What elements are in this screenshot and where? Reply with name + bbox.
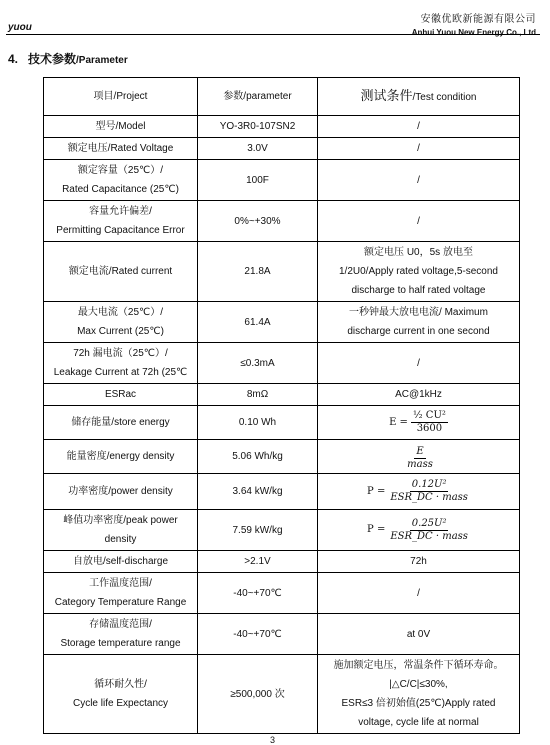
item-cell: 最大电流（25℃）/ Max Current (25℃) [44, 302, 198, 343]
item-cell: 额定电流/Rated current [44, 242, 198, 302]
value-cell: 100F [198, 160, 318, 201]
section-title-en: /Parameter [76, 55, 128, 66]
table-row [44, 655, 520, 734]
section-title-cn: 技术参数 [28, 52, 77, 66]
value-cell: ≤0.3mA [198, 343, 318, 384]
table-row [44, 242, 520, 302]
condition-cell: / [318, 573, 520, 614]
item-cell: 存储温度范围/ Storage temperature range [44, 614, 198, 655]
company-name-cn: 安徽优欧新能源有限公司 [420, 14, 536, 25]
item-cell: 型号/Model [44, 116, 198, 138]
item-cell: 能量密度/energy density [44, 440, 198, 474]
item-cell: ESRac [44, 384, 198, 406]
table-row [44, 440, 520, 474]
table-row [44, 116, 520, 138]
table-row [44, 201, 520, 242]
item-cell: 额定电压/Rated Voltage [44, 138, 198, 160]
header-parameter: 参数/parameter [198, 78, 318, 116]
condition-cell: 额定电压 U0，5s 放电至 1/2U0/Apply rated voltage,5-second discharge to half rated voltage [318, 242, 520, 302]
condition-cell: / [318, 343, 520, 384]
condition-cell: / [318, 138, 520, 160]
value-cell: 0%~+30% [198, 201, 318, 242]
formula-cell [318, 474, 520, 510]
condition-cell: AC@1kHz [318, 384, 520, 406]
condition-cell: / [318, 116, 520, 138]
energy-formula: E = $\frac{\text{¹⁄₂ CU²}}{3600}$ [389, 410, 446, 434]
company-name-en: Anhui Yuou New Energy Co., Ltd [411, 28, 536, 37]
item-cell: 储存能量/store energy [44, 406, 198, 440]
page-number: 3 [270, 735, 276, 745]
formula-cell [318, 510, 520, 551]
table-row [44, 510, 520, 551]
condition-cell: / [318, 160, 520, 201]
formula-cell [318, 406, 520, 440]
brand-logo-text: yuou [8, 22, 32, 33]
formula-cell [318, 440, 520, 474]
value-cell: ≥500,000 次 [198, 655, 318, 734]
power-density-formula: P = $\frac{\text{0.12U²}}{\text{ESR\_DC · mass}}$ [367, 479, 468, 503]
value-cell: 3.0V [198, 138, 318, 160]
condition-cell: at 0V [318, 614, 520, 655]
table-row [44, 406, 520, 440]
value-cell: 8mΩ [198, 384, 318, 406]
value-cell: YO-3R0-107SN2 [198, 116, 318, 138]
header-project: 项目/Project [44, 78, 198, 116]
table-row [44, 138, 520, 160]
item-cell: 额定容量（25℃）/ Rated Capacitance (25℃) [44, 160, 198, 201]
item-cell: 峰值功率密度/peak power density [44, 510, 198, 551]
table-header-row [44, 78, 520, 116]
value-cell: 5.06 Wh/kg [198, 440, 318, 474]
value-cell: 0.10 Wh [198, 406, 318, 440]
table-row [44, 573, 520, 614]
table-row [44, 384, 520, 406]
value-cell: 7.59 kW/kg [198, 510, 318, 551]
section-title [8, 50, 128, 67]
item-cell: 容量允许偏差/ Permitting Capacitance Error [44, 201, 198, 242]
table-row [44, 302, 520, 343]
condition-cell: 施加额定电压，常温条件下循环寿命。 |△C/C|≤30%, ESR≤3 倍初始值(25℃)Apply rated voltage, cycle life at normal [318, 655, 520, 734]
condition-cell: / [318, 201, 520, 242]
table-row [44, 474, 520, 510]
item-cell: 功率密度/power density [44, 474, 198, 510]
peak-power-density-formula: P = $\frac{\text{0.25U²}}{\text{ESR\_DC · mass}}$ [367, 517, 468, 542]
value-cell: 21.8A [198, 242, 318, 302]
value-cell: -40~+70℃ [198, 614, 318, 655]
table-row [44, 614, 520, 655]
item-cell: 72h 漏电流（25℃）/ Leakage Current at 72h (25℃ [44, 343, 198, 384]
item-cell: 自放电/self-discharge [44, 551, 198, 573]
energy-density-formula: $\frac{E}{\text{mass}}$ [407, 446, 433, 470]
table-row [44, 160, 520, 201]
table-row [44, 343, 520, 384]
table-row [44, 551, 520, 573]
header-test-condition: 测试条件/Test condition [318, 78, 520, 116]
condition-cell: 一秒钟最大放电电流/ Maximum discharge current in one second [318, 302, 520, 343]
condition-cell: 72h [318, 551, 520, 573]
item-cell: 循环耐久性/ Cycle life Expectancy [44, 655, 198, 734]
value-cell: 3.64 kW/kg [198, 474, 318, 510]
header-divider [6, 34, 540, 35]
value-cell: -40~+70℃ [198, 573, 318, 614]
item-cell: 工作温度范围/ Category Temperature Range [44, 573, 198, 614]
parameter-table [43, 77, 520, 734]
value-cell: 61.4A [198, 302, 318, 343]
section-number: 4. [8, 52, 19, 66]
company-header [412, 10, 536, 37]
value-cell: >2.1V [198, 551, 318, 573]
